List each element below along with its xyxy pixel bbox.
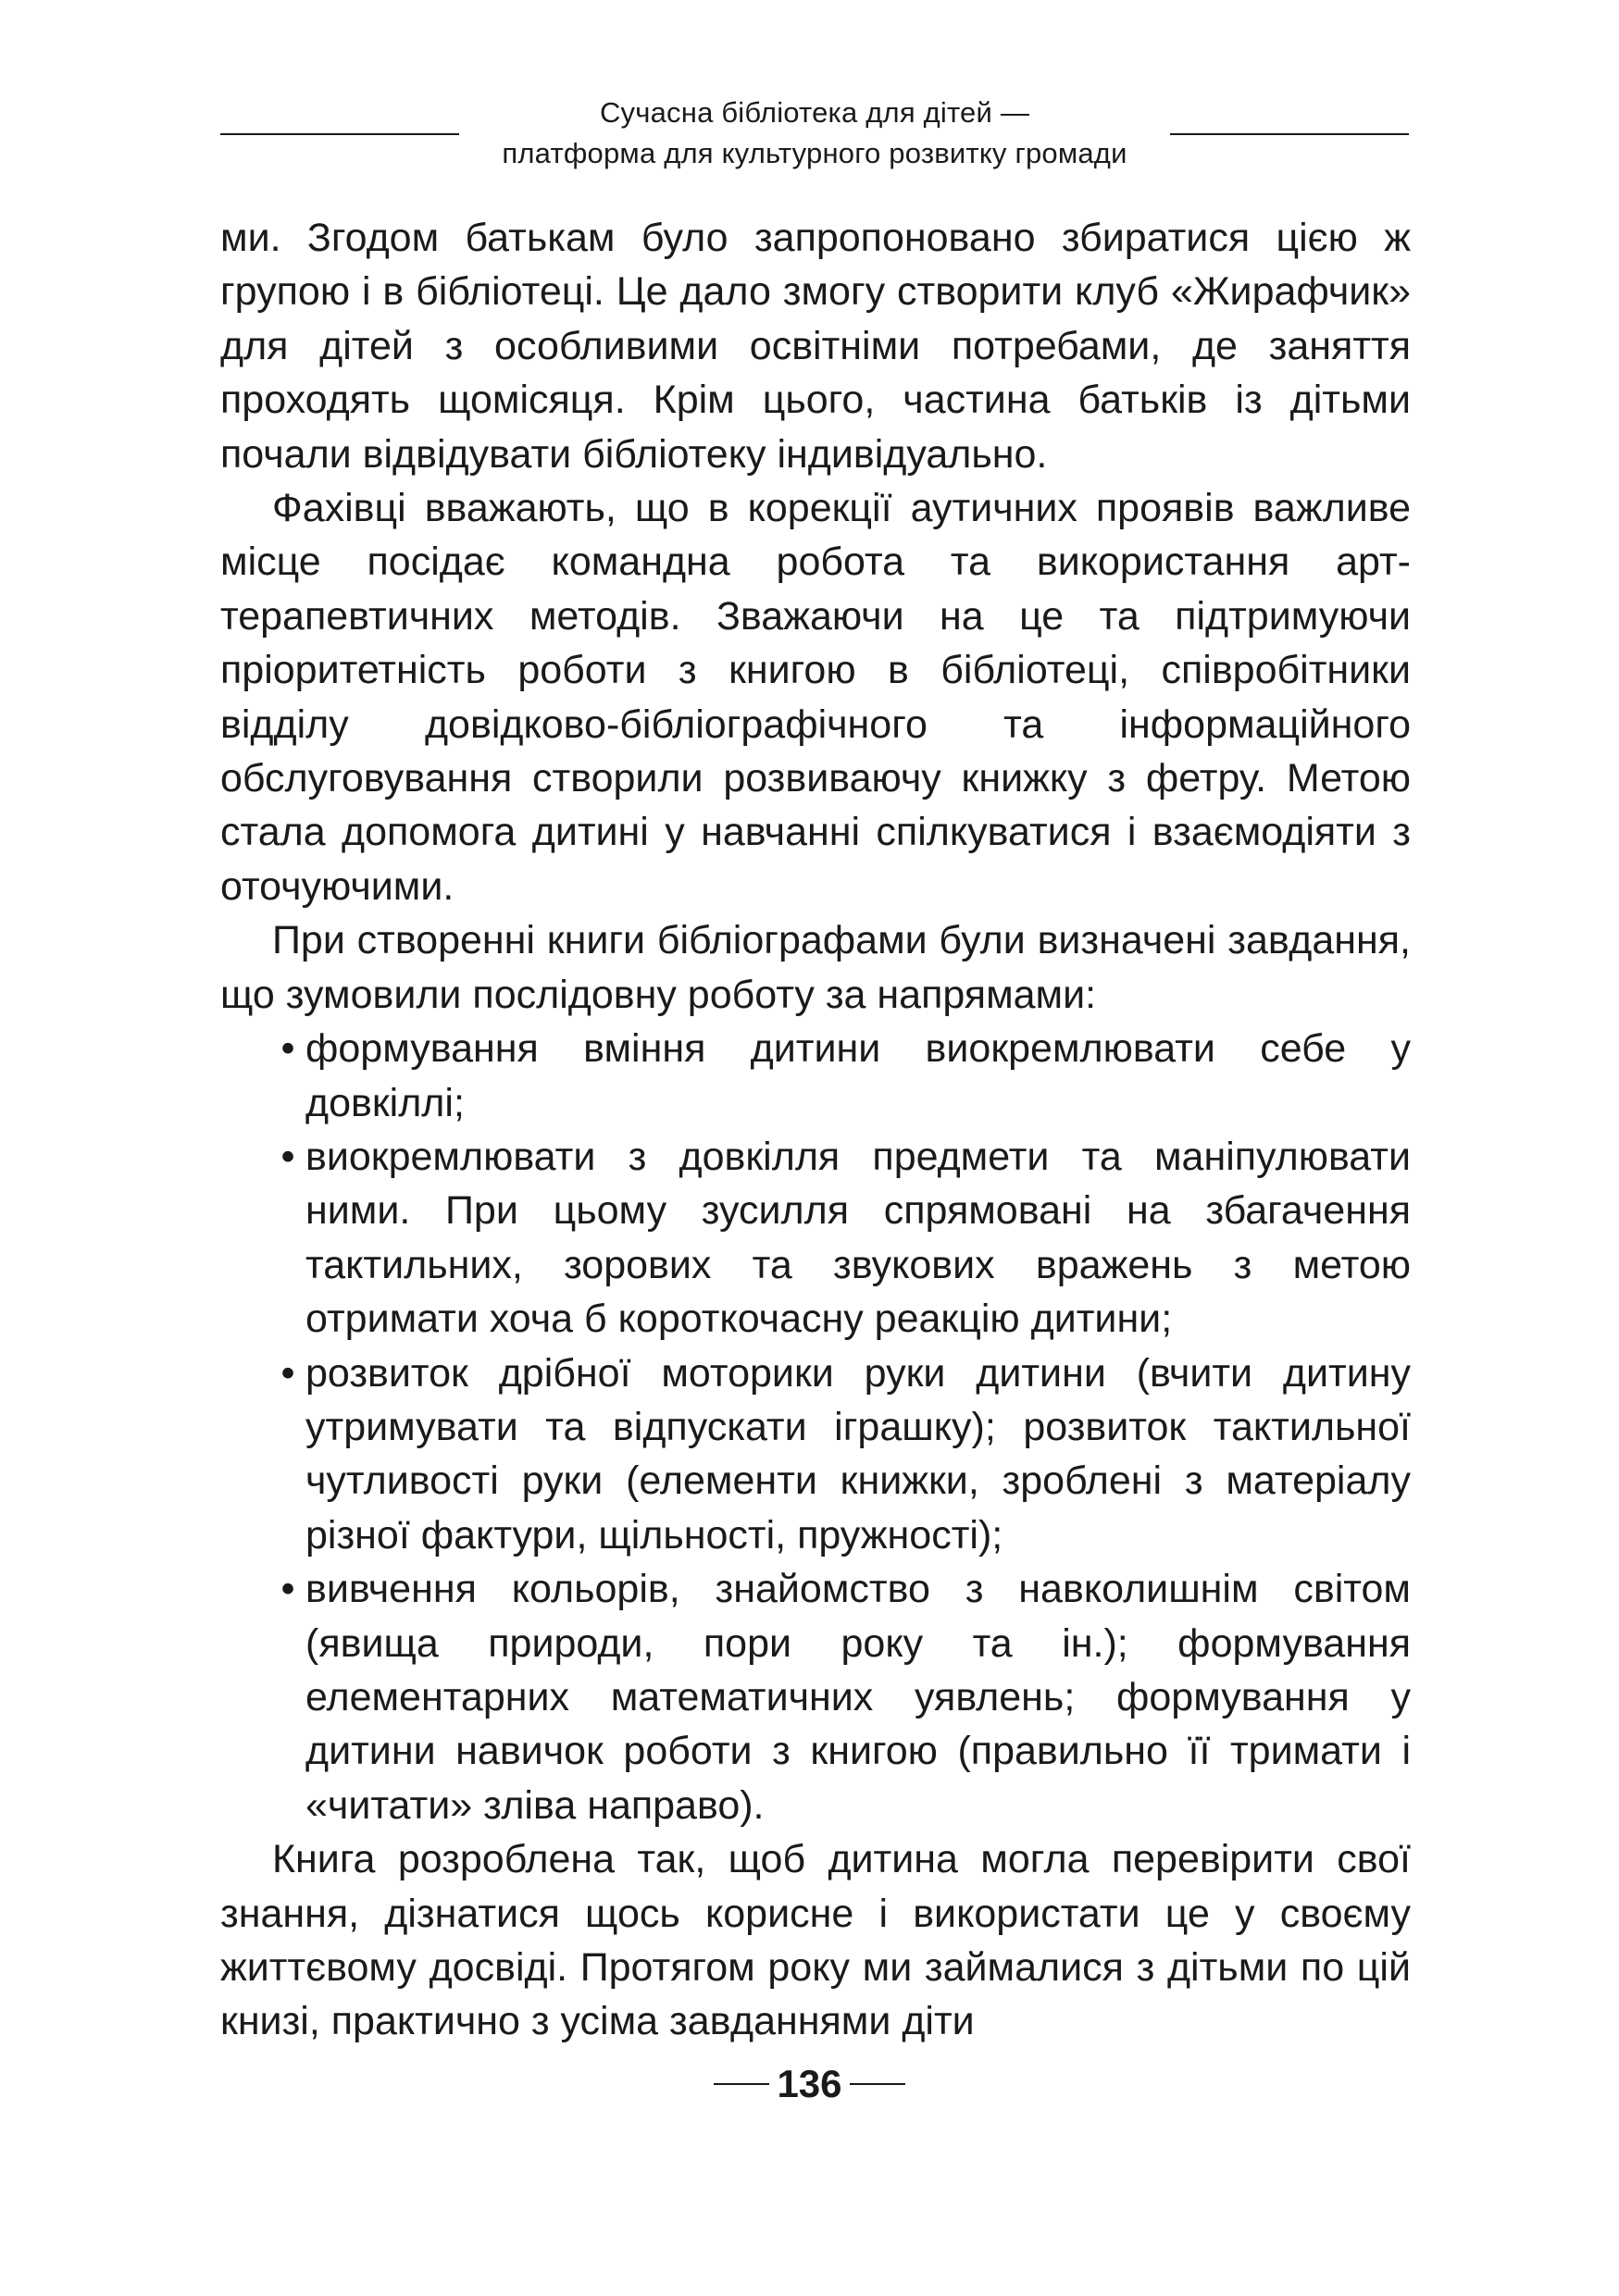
paragraph-specialists: Фахівці вважають, що в корекції аутичних проявів важливе місце посідає командна робота та використання арт-терапевтичних методів. Зважаючи на це та підтримуючи пріоритетність роботи з книгою в бібліотеці, співробітники відділу довідково-бібліографічного та інформаційного обслуговування створили розвиваючу книжку з фетру. Метою стала допомога дитині у навчанні спілкуватися і взаємодіяти з оточуючими. — [220, 486, 1411, 909]
running-header — [220, 93, 1409, 176]
page-number-rule-right — [850, 2083, 905, 2085]
header-rule-right — [1170, 133, 1409, 135]
paragraph-book-design: Книга розроблена так, щоб дитина могла перевірити свої знання, дізнатися щось корисне і використати це у своєму життєвому досвіді. Протягом року ми займалися з дітьми по цій книзі, практично з усіма завданнями діти — [220, 1837, 1411, 2044]
bullet-icon: • — [280, 1567, 295, 1612]
list-item-text: формування вміння дитини виокремлювати себе у довкіллі; — [305, 1026, 1411, 1125]
list-item — [220, 1347, 1411, 1563]
bullet-icon: • — [280, 1026, 295, 1072]
list-item — [220, 1022, 1411, 1130]
header-title-line-1: Сучасна бібліотека для дітей — — [599, 96, 1030, 129]
page-body — [220, 211, 1411, 2049]
list-item-text: виокремлювати з довкілля предмети та маніпулювати ними. При цьому зусилля спрямовані на збагачення тактильних, зорових та звукових вражень з метою отримати хоча б короткочасну реакцію дитини; — [305, 1134, 1411, 1342]
bullet-icon: • — [280, 1134, 295, 1179]
list-item — [220, 1562, 1411, 1832]
page-number-footer — [0, 2056, 1619, 2112]
bullet-icon: • — [280, 1350, 295, 1396]
list-item — [220, 1130, 1411, 1347]
paragraph-tasks-intro: При створенні книги бібліографами були визначені завдання, що зумовили послідовну роботу за напрямами: — [220, 918, 1411, 1017]
list-item-text: розвиток дрібної моторики руки дитини (вчити дитину утримувати та відпускати іграшку); розвиток тактильної чутливості руки (елементи книжки, зроблені з матеріалу різної фактури, щільності, пружності); — [305, 1350, 1411, 1558]
header-title — [470, 93, 1159, 174]
tasks-list — [220, 1022, 1411, 1832]
header-rule-left — [220, 133, 459, 135]
header-title-line-2: платформа для культурного розвитку громади — [502, 137, 1127, 169]
list-item-text: вивчення кольорів, знайомство з навколишнім світом (явища природи, пори року та ін.); формування елементарних математичних уявлень; формування у дитини навичок роботи з книгою (правильно її тримати і «читати» зліва направо). — [305, 1567, 1411, 1828]
page-number-rule-left — [714, 2083, 769, 2085]
paragraph-continued: ми. Згодом батькам було запропоновано збиратися цією ж групою і в бібліотеці. Це дало змогу створити клуб «Жирафчик» для дітей з особливими освітніми потребами, де заняття проходять щомісяця. Крім цього, частина батьків із дітьми почали відвідувати бібліотеку індивідуально. — [220, 216, 1411, 477]
page-number: 136 — [777, 2062, 842, 2105]
